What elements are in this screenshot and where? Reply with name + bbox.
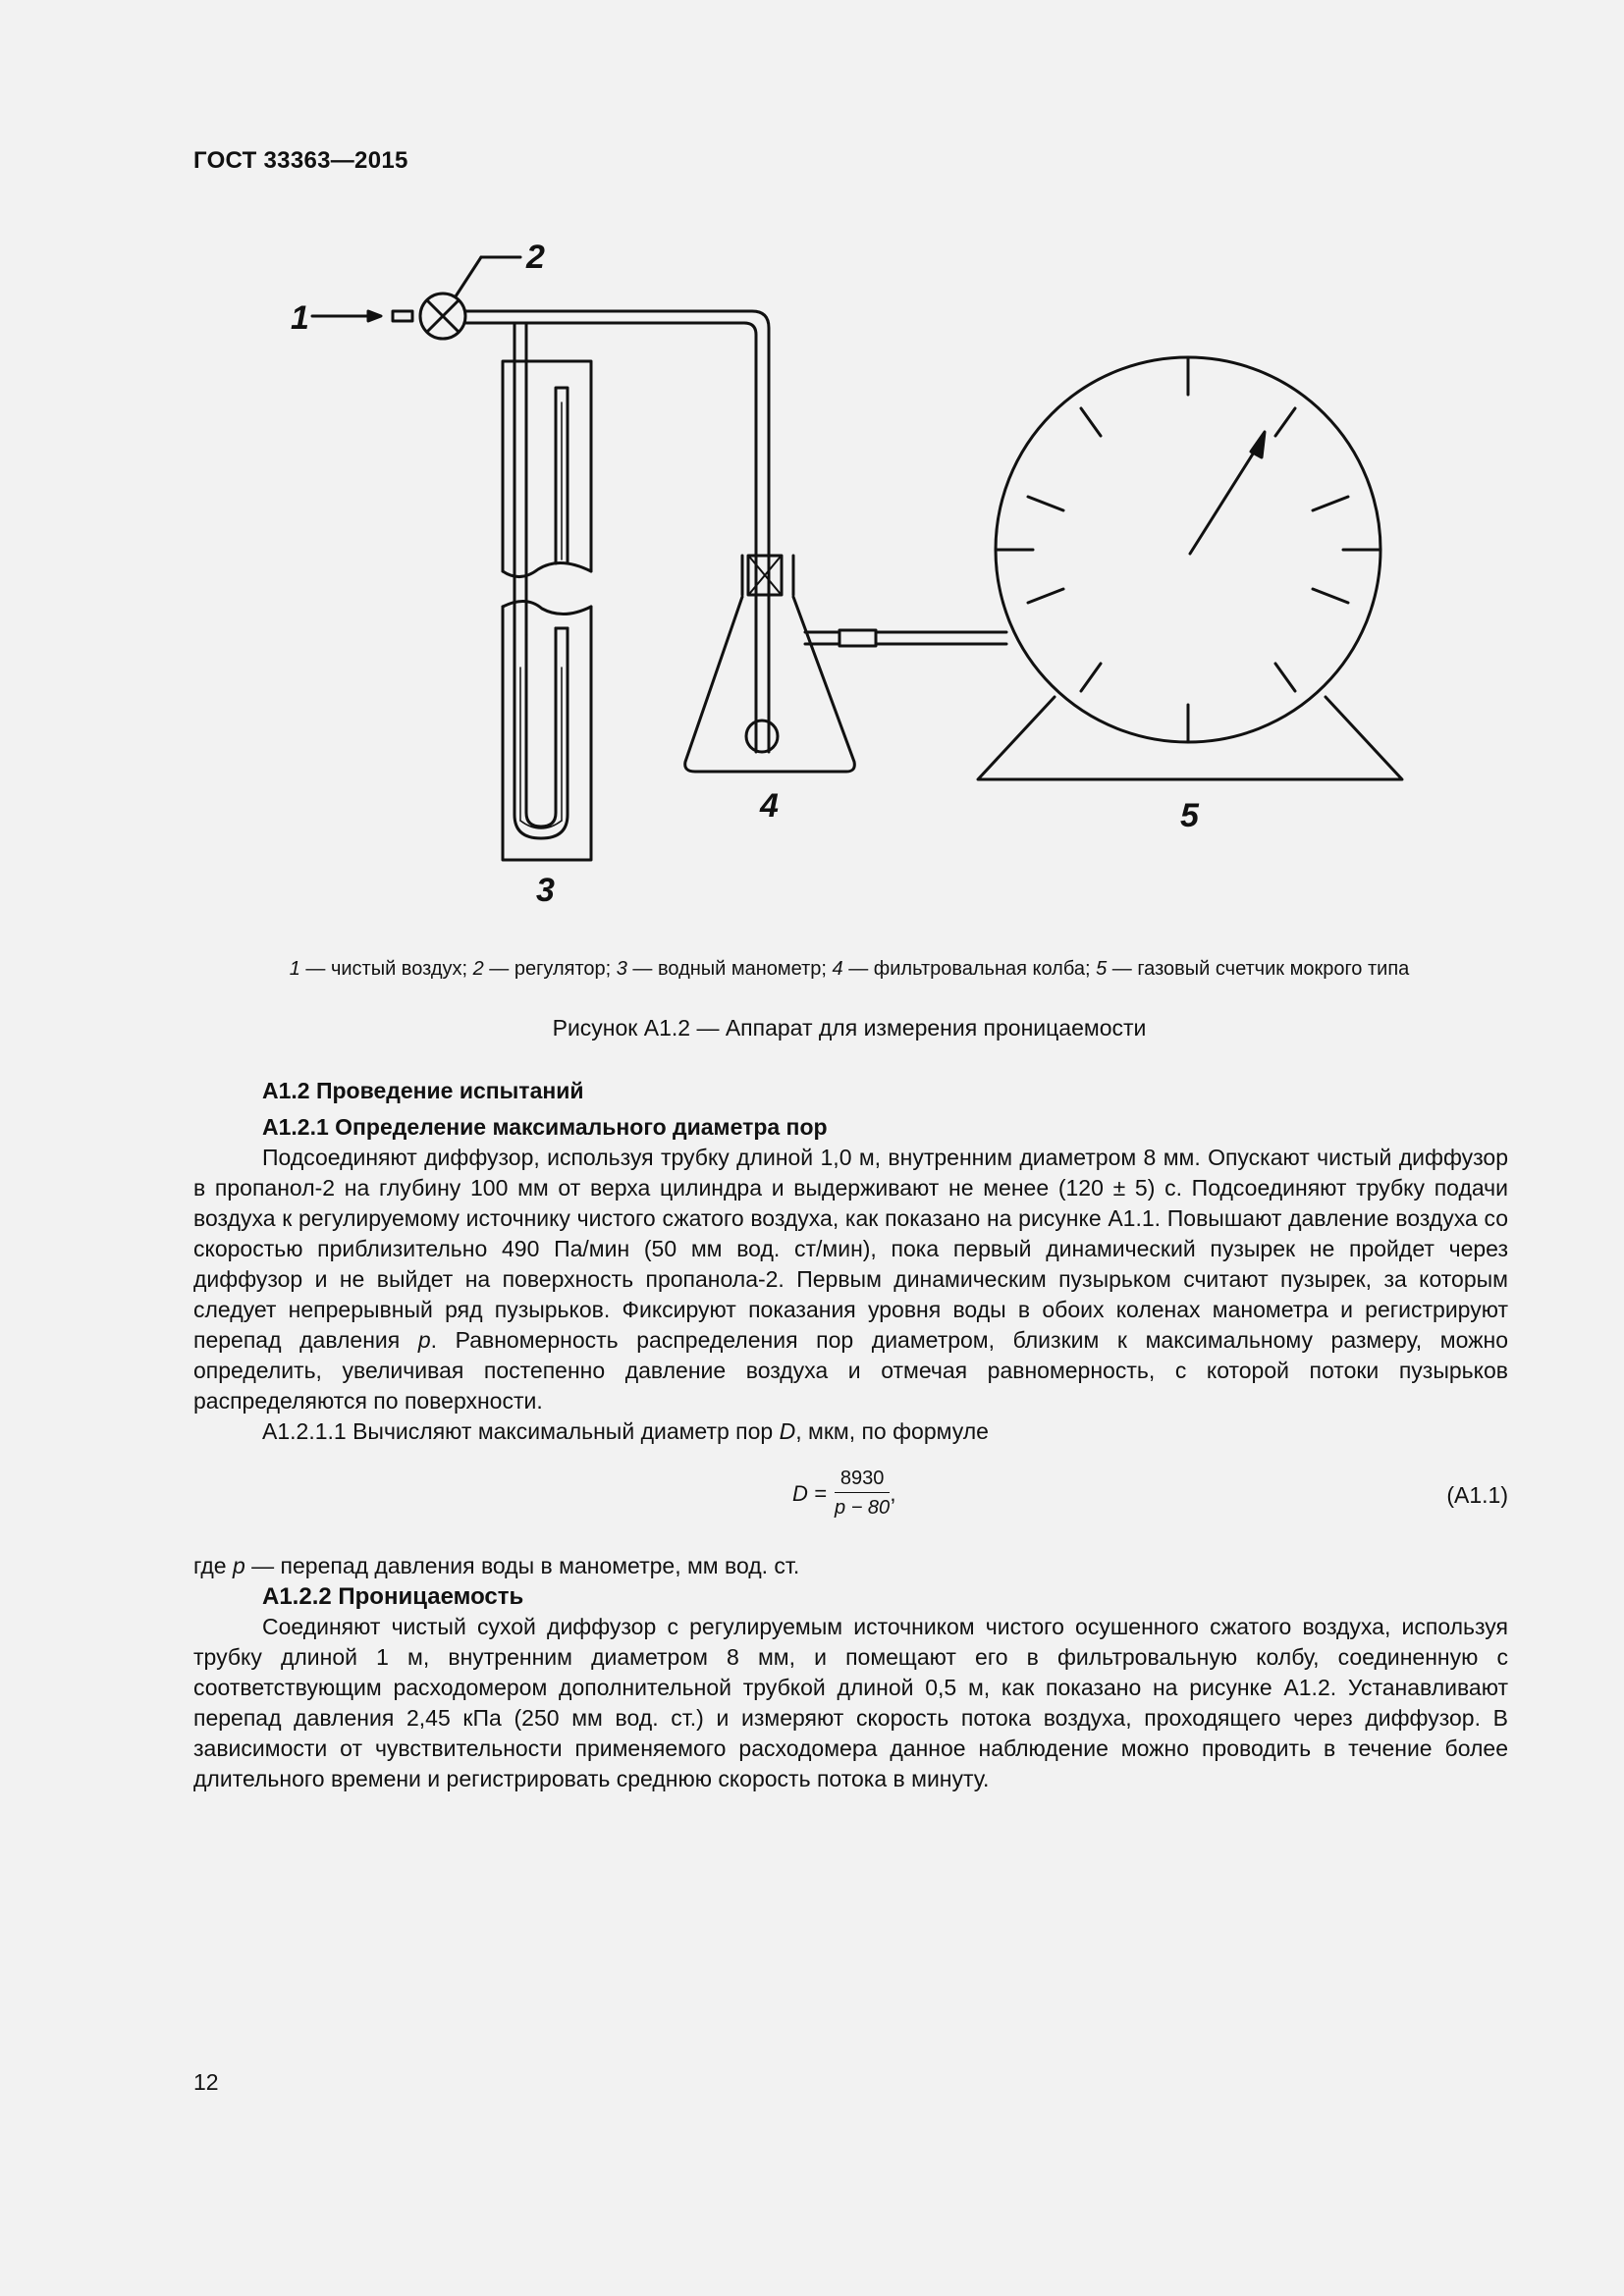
legend-num: 1 [289, 958, 300, 980]
wet-gas-meter [978, 357, 1402, 779]
paragraph: Соединяют чистый сухой диффузор с регулируемым источником чистого осушенного сжатого воздуха, используя трубку длиной 1 м, внутренним диаметром 8 мм, и помещают его в фильтровальную колбу, соединенную с соответствующим расходомером дополнительной трубкой длиной 0,5 м, как показано на рисунке А1.2. Устанавливают перепад давления 2,45 кПа (250 мм вод. ст.) и измеряют скорость потока воздуха, проходящего через диффузор. В зависимости от чувствительности применяемого расходомера данное наблюдение можно проводить в течение более длительного времени и регистрировать среднюю скорость потока в минуту. [193, 1614, 1508, 1791]
paragraph: Подсоединяют диффузор, используя трубку длиной 1,0 м, внутренним диаметром 8 мм. Опускают чистый диффузор в пропанол-2 на глубину 100 мм от верха цилиндра и выдерживают не менее (120 ± 5) с. Подсоединяют трубку подачи воздуха к регулируемому источнику чистого сжатого воздуха, как показано на рисунке А1.1. Повышают давление воздуха со скоростью приблизительно 490 Па/мин (50 мм вод. ст/мин), пока первый динамический пузырек не пройдет через диффузор и не выйдет на поверхность пропанола-2. Первым динамическим пузырьком считают пузырек, за которым следует непрерывный ряд пузырьков. Фиксируют показания уровня воды в обоих коленах манометра и регистрируют перепад давления p. Равномерность распределения пор диаметром, близким к максимальному размеру, можно определить, увеличивая постепенно давление воздуха и отмечая равномерность, с которой потоки пузырьков распределяются по поверхности. [193, 1145, 1508, 1414]
paragraph: А1.2.1.1 Вычисляют максимальный диаметр пор D, мкм, по формуле [262, 1418, 989, 1444]
legend-num: 5 [1096, 958, 1108, 980]
legend-text: — регулятор; [483, 958, 617, 980]
air-pipe [465, 311, 769, 752]
formula-lhs: D = [792, 1481, 827, 1506]
legend-text: — фильтровальная колба; [842, 958, 1097, 980]
formula-row [193, 1453, 1508, 1547]
figure-label-3: 3 [536, 872, 555, 909]
document-body [193, 1076, 1508, 1794]
subsection-heading: А1.2.1 Определение максимального диаметра пор [262, 1114, 828, 1140]
figure-caption: Рисунок А1.2 — Аппарат для измерения проницаемости [552, 1015, 1147, 1041]
legend-num: 4 [832, 958, 843, 980]
formula-where: где p — перепад давления воды в манометре, мм вод. ст. [193, 1553, 800, 1578]
formula-numerator: 8930 [835, 1465, 891, 1493]
regulator-valve-icon [420, 257, 520, 339]
formula-tail: , [890, 1481, 896, 1506]
figure-label-5: 5 [1180, 797, 1199, 834]
filter-flask [685, 556, 1006, 772]
figure-label-1: 1 [291, 299, 309, 337]
section-heading: А1.2 Проведение испытаний [262, 1078, 584, 1103]
figure-label-2: 2 [526, 239, 545, 276]
legend-text: — газовый счетчик мокрого типа [1107, 958, 1410, 980]
figure-label-4: 4 [760, 787, 779, 825]
air-inlet-arrow [312, 311, 412, 321]
legend-text: — водный манометр; [626, 958, 833, 980]
legend-text: — чистый воздух; [299, 958, 473, 980]
document-header: ГОСТ 33363—2015 [193, 147, 408, 174]
subsection-heading: А1.2.2 Проницаемость [262, 1583, 524, 1610]
formula-denominator: p − 80 [835, 1497, 891, 1519]
formula-fraction [835, 1465, 891, 1522]
formula [792, 1465, 895, 1522]
legend-num: 3 [616, 958, 627, 980]
page-number: 12 [193, 2069, 219, 2095]
formula-number: (А1.1) [1446, 1482, 1508, 1508]
figure-legend [196, 958, 1502, 981]
apparatus-diagram [275, 236, 1424, 913]
legend-num: 2 [472, 958, 484, 980]
